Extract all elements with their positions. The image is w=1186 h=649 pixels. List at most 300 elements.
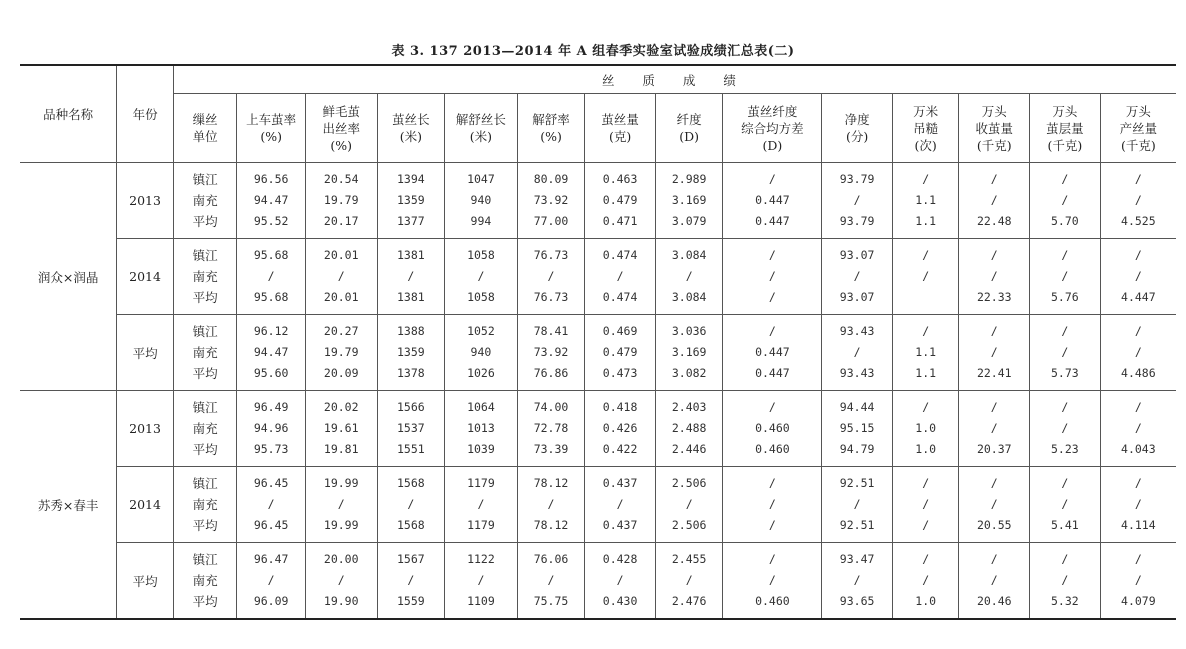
cell-value: / bbox=[407, 497, 415, 511]
value-cell bbox=[822, 391, 893, 467]
cell-value: 1567 bbox=[396, 552, 425, 566]
cell-value: 0.447 bbox=[755, 366, 790, 380]
cell-value: 南充 bbox=[192, 345, 218, 360]
cell-value: / bbox=[990, 324, 998, 338]
cell-value: 1058 bbox=[467, 248, 495, 262]
column-header-line: (米) bbox=[469, 129, 493, 144]
cell-value: 93.65 bbox=[839, 594, 875, 608]
cell-value: / bbox=[407, 269, 415, 283]
cell-value: 96.49 bbox=[253, 400, 289, 414]
value-cell bbox=[892, 391, 959, 467]
cell-value: / bbox=[990, 248, 998, 262]
cell-value: / bbox=[990, 172, 998, 186]
column-header-line: 茧丝长 bbox=[392, 112, 430, 127]
value-cell bbox=[585, 467, 656, 543]
unit-cell bbox=[173, 163, 237, 239]
cell-value: / bbox=[407, 573, 415, 587]
value-cell bbox=[723, 239, 822, 315]
cell-value: / bbox=[1134, 421, 1142, 435]
cell-value: 南充 bbox=[192, 573, 218, 588]
cell-value: 20.17 bbox=[323, 214, 359, 228]
value-cell bbox=[822, 543, 893, 620]
cell-value: 1122 bbox=[467, 552, 495, 566]
cell-value: 1026 bbox=[467, 366, 495, 380]
cell-value: / bbox=[547, 573, 555, 587]
value-cell bbox=[585, 239, 656, 315]
cell-value: 96.45 bbox=[253, 518, 289, 532]
cell-value: / bbox=[337, 269, 345, 283]
value-cell bbox=[377, 467, 445, 543]
cell-value: 2.403 bbox=[671, 400, 707, 414]
cell-value: / bbox=[768, 476, 776, 490]
column-header bbox=[1100, 94, 1176, 163]
value-cell bbox=[445, 391, 518, 467]
value-cell bbox=[959, 391, 1030, 467]
cell-value: 19.90 bbox=[323, 594, 359, 608]
cell-value: / bbox=[1061, 400, 1069, 414]
cell-value: 1381 bbox=[396, 248, 425, 262]
cell-value: 1377 bbox=[396, 214, 425, 228]
value-cell bbox=[1100, 239, 1176, 315]
cell-value: 3.082 bbox=[671, 366, 707, 380]
cell-value: 0.460 bbox=[755, 442, 790, 456]
value-cell bbox=[305, 467, 377, 543]
cell-value: 镇江 bbox=[192, 552, 218, 567]
value-cell bbox=[305, 315, 377, 391]
cell-value: 0.447 bbox=[755, 214, 790, 228]
column-header-line: 产丝量 bbox=[1119, 120, 1158, 136]
value-cell bbox=[1100, 391, 1176, 467]
cell-value: 0.447 bbox=[755, 193, 790, 207]
year-cell: 2014 bbox=[117, 467, 173, 543]
cell-value: 20.54 bbox=[323, 172, 359, 186]
cell-value: / bbox=[1134, 248, 1142, 262]
column-header-line: (D) bbox=[762, 137, 783, 153]
cell-value: / bbox=[990, 421, 998, 435]
cell-value: / bbox=[1061, 476, 1069, 490]
cell-value: 镇江 bbox=[192, 324, 218, 339]
value-cell bbox=[517, 391, 585, 467]
cell-value: 2.989 bbox=[671, 172, 707, 186]
cell-value: / bbox=[685, 497, 693, 511]
cell-value: 平均 bbox=[192, 518, 218, 533]
cell-value: 73.92 bbox=[533, 193, 569, 207]
cell-value: 940 bbox=[470, 193, 492, 207]
column-header bbox=[822, 94, 893, 163]
cell-value: 78.41 bbox=[533, 324, 569, 338]
cell-value: 76.73 bbox=[533, 248, 569, 262]
cell-value: / bbox=[337, 573, 345, 587]
cell-value: 南充 bbox=[192, 421, 218, 436]
cell-value: / bbox=[990, 400, 998, 414]
column-header-line: 纤度 bbox=[676, 112, 702, 127]
column-header-line: (D) bbox=[679, 129, 700, 144]
column-header bbox=[892, 94, 959, 163]
silk-quality-header: 丝 质 成 绩 bbox=[173, 65, 1176, 94]
cell-value: 0.447 bbox=[755, 345, 790, 359]
results-table bbox=[20, 64, 1176, 620]
cell-value: / bbox=[768, 290, 776, 304]
year-cell: 2014 bbox=[117, 239, 173, 315]
value-cell bbox=[655, 163, 723, 239]
cell-value: 1064 bbox=[467, 400, 495, 414]
cell-value: 5.73 bbox=[1051, 366, 1079, 380]
cell-value: 22.41 bbox=[976, 366, 1012, 380]
table-row bbox=[20, 391, 1176, 467]
cell-value: 1359 bbox=[396, 345, 425, 359]
year-cell: 平均 bbox=[117, 315, 173, 391]
cell-value: 0.460 bbox=[755, 594, 790, 608]
cell-value: 94.47 bbox=[253, 345, 289, 359]
cell-value: 南充 bbox=[192, 497, 218, 512]
cell-value: 93.79 bbox=[839, 214, 875, 228]
cell-value: 1559 bbox=[396, 594, 425, 608]
cell-value: / bbox=[990, 476, 998, 490]
cell-value: 76.73 bbox=[533, 290, 569, 304]
unit-cell bbox=[173, 467, 237, 543]
cell-value: 19.81 bbox=[323, 442, 359, 456]
cell-value: / bbox=[768, 172, 776, 186]
cell-value: 5.32 bbox=[1051, 594, 1079, 608]
cell-value: / bbox=[1061, 497, 1069, 511]
unit-cell bbox=[173, 239, 237, 315]
column-header-line: (%) bbox=[540, 129, 562, 144]
cell-value: 3.084 bbox=[671, 248, 707, 262]
cell-value: 1179 bbox=[467, 518, 495, 532]
cell-value: 994 bbox=[470, 214, 492, 228]
cell-value: 76.86 bbox=[533, 366, 569, 380]
cell-value: / bbox=[616, 573, 624, 587]
value-cell bbox=[723, 315, 822, 391]
cell-value: / bbox=[267, 573, 275, 587]
value-cell bbox=[585, 163, 656, 239]
cell-value: 96.56 bbox=[253, 172, 289, 186]
value-cell bbox=[237, 543, 306, 620]
value-cell bbox=[1030, 239, 1101, 315]
cell-value: 2.506 bbox=[671, 476, 707, 490]
cell-value: / bbox=[616, 497, 624, 511]
column-header-line: 万头 bbox=[981, 103, 1007, 119]
cell-value: 93.43 bbox=[839, 366, 875, 380]
value-cell bbox=[517, 315, 585, 391]
cell-value: / bbox=[547, 269, 555, 283]
cell-value: 0.428 bbox=[602, 552, 638, 566]
cell-value: / bbox=[685, 269, 693, 283]
cell-value: 76.06 bbox=[533, 552, 569, 566]
cell-value: 0.463 bbox=[602, 172, 638, 186]
value-cell bbox=[237, 391, 306, 467]
value-cell bbox=[585, 315, 656, 391]
column-header bbox=[585, 94, 656, 163]
value-cell bbox=[723, 391, 822, 467]
value-cell bbox=[237, 239, 306, 315]
cell-value: 1047 bbox=[467, 172, 495, 186]
column-header-line: 茧层量 bbox=[1046, 120, 1084, 136]
cell-value: 78.12 bbox=[533, 476, 569, 490]
cell-value: 93.79 bbox=[839, 172, 875, 186]
value-cell bbox=[892, 543, 959, 620]
value-cell bbox=[655, 543, 723, 620]
value-cell bbox=[959, 543, 1030, 620]
value-cell bbox=[305, 391, 377, 467]
cell-value: 3.036 bbox=[671, 324, 707, 338]
cell-value: 1052 bbox=[467, 324, 495, 338]
column-header-line: 单位 bbox=[192, 129, 218, 144]
table-row bbox=[20, 163, 1176, 239]
header-row-2 bbox=[20, 94, 1176, 163]
cell-value: 1359 bbox=[396, 193, 425, 207]
value-cell bbox=[822, 163, 893, 239]
cell-value: 92.51 bbox=[839, 518, 875, 532]
column-header bbox=[959, 94, 1030, 163]
cell-value: 94.96 bbox=[253, 421, 289, 435]
cell-value: 1.1 bbox=[915, 366, 937, 380]
cell-value: / bbox=[768, 573, 776, 587]
cell-value: / bbox=[1134, 345, 1142, 359]
cell-value: 2.488 bbox=[671, 421, 707, 435]
cell-value: 1.0 bbox=[915, 594, 937, 608]
cell-value: 南充 bbox=[192, 269, 218, 284]
cell-value: 1537 bbox=[396, 421, 425, 435]
cell-value: / bbox=[616, 269, 624, 283]
cell-value: 平均 bbox=[192, 214, 218, 229]
cell-value: / bbox=[1134, 497, 1142, 511]
cell-value: 3.169 bbox=[671, 345, 707, 359]
value-cell bbox=[959, 239, 1030, 315]
cell-value: 0.479 bbox=[602, 193, 638, 207]
cell-value: 5.76 bbox=[1051, 290, 1079, 304]
unit-cell bbox=[173, 315, 237, 391]
value-cell bbox=[517, 467, 585, 543]
cell-value: 0.460 bbox=[755, 421, 790, 435]
cell-value: 0.430 bbox=[602, 594, 638, 608]
cell-value: / bbox=[990, 573, 998, 587]
cell-value: / bbox=[768, 248, 776, 262]
cell-value: 0.471 bbox=[602, 214, 638, 228]
cell-value: / bbox=[990, 497, 998, 511]
cell-value: 96.09 bbox=[253, 594, 289, 608]
column-header-line: 茧丝量 bbox=[601, 112, 639, 127]
value-cell bbox=[892, 163, 959, 239]
cell-value: 20.01 bbox=[323, 290, 359, 304]
cell-value: 20.00 bbox=[323, 552, 359, 566]
column-header-line: 万头 bbox=[1052, 103, 1078, 119]
cell-value: 73.39 bbox=[533, 442, 569, 456]
cell-value: 20.37 bbox=[976, 442, 1012, 456]
cell-value: 3.084 bbox=[671, 290, 707, 304]
column-header-line: 鲜毛茧 bbox=[322, 103, 360, 119]
value-cell bbox=[585, 391, 656, 467]
cell-value: / bbox=[853, 573, 861, 587]
cell-value: / bbox=[922, 172, 930, 186]
cell-value: 19.99 bbox=[323, 476, 359, 490]
value-cell bbox=[1030, 163, 1101, 239]
cell-value: / bbox=[853, 497, 861, 511]
value-cell bbox=[445, 239, 518, 315]
cell-value: 20.09 bbox=[323, 366, 359, 380]
cell-value: / bbox=[1134, 193, 1142, 207]
column-header-line: (%) bbox=[260, 129, 282, 144]
value-cell bbox=[655, 239, 723, 315]
value-cell bbox=[822, 315, 893, 391]
cell-value: 1378 bbox=[396, 366, 425, 380]
cell-value: 4.486 bbox=[1121, 366, 1156, 380]
cell-value: 镇江 bbox=[192, 476, 218, 491]
cell-value: / bbox=[267, 269, 275, 283]
year-cell: 2013 bbox=[117, 163, 173, 239]
column-header-line: (克) bbox=[608, 129, 632, 144]
cell-value: 1568 bbox=[396, 518, 425, 532]
column-header-line: (%) bbox=[330, 137, 353, 153]
cell-value: 0.469 bbox=[602, 324, 638, 338]
cell-value: 平均 bbox=[192, 442, 218, 457]
value-cell bbox=[959, 467, 1030, 543]
cell-value: / bbox=[267, 497, 275, 511]
cell-value: 20.55 bbox=[976, 518, 1012, 532]
cell-value: 19.79 bbox=[323, 193, 359, 207]
cell-value: / bbox=[922, 324, 930, 338]
column-header-line: 解舒率 bbox=[532, 112, 570, 127]
cell-value: 0.437 bbox=[602, 476, 638, 490]
cell-value: / bbox=[922, 269, 930, 283]
cell-value: 93.07 bbox=[839, 290, 875, 304]
variety-header: 品种名称 bbox=[20, 65, 117, 163]
cell-value: / bbox=[990, 269, 998, 283]
cell-value: 平均 bbox=[192, 366, 218, 381]
cell-value: 1566 bbox=[396, 400, 425, 414]
column-header-line: 茧丝纤度 bbox=[747, 103, 798, 119]
cell-value: / bbox=[1061, 324, 1069, 338]
column-header-line: 收茧量 bbox=[975, 120, 1014, 136]
cell-value: / bbox=[477, 497, 485, 511]
cell-value: 5.70 bbox=[1051, 214, 1079, 228]
column-header bbox=[237, 94, 306, 163]
cell-value: 19.79 bbox=[323, 345, 359, 359]
cell-value: 20.01 bbox=[323, 248, 359, 262]
cell-value: 4.114 bbox=[1121, 518, 1156, 532]
value-cell bbox=[1030, 315, 1101, 391]
value-cell bbox=[655, 391, 723, 467]
year-cell: 2013 bbox=[117, 391, 173, 467]
cell-value: 95.15 bbox=[839, 421, 875, 435]
cell-value: 4.447 bbox=[1121, 290, 1156, 304]
cell-value: 1013 bbox=[467, 421, 495, 435]
cell-value: 1381 bbox=[396, 290, 425, 304]
column-header-line: (千克) bbox=[1047, 137, 1083, 153]
value-cell bbox=[377, 391, 445, 467]
cell-value: 4.525 bbox=[1121, 214, 1156, 228]
cell-value: / bbox=[768, 324, 776, 338]
cell-value: 95.52 bbox=[253, 214, 289, 228]
value-cell bbox=[1030, 391, 1101, 467]
cell-value: 0.418 bbox=[602, 400, 638, 414]
cell-value: 72.78 bbox=[533, 421, 569, 435]
cell-value: 94.47 bbox=[253, 193, 289, 207]
cell-value: / bbox=[853, 193, 861, 207]
value-cell bbox=[377, 239, 445, 315]
cell-value: 0.426 bbox=[602, 421, 638, 435]
cell-value: 78.12 bbox=[533, 518, 569, 532]
cell-value: / bbox=[990, 552, 998, 566]
cell-value: 93.07 bbox=[839, 248, 875, 262]
cell-value: 1568 bbox=[396, 476, 425, 490]
value-cell bbox=[1100, 467, 1176, 543]
table-row bbox=[20, 543, 1176, 620]
cell-value: 95.60 bbox=[253, 366, 289, 380]
column-header bbox=[723, 94, 822, 163]
cell-value: 5.23 bbox=[1051, 442, 1079, 456]
cell-value: 0.473 bbox=[602, 366, 638, 380]
column-header-line: 万头 bbox=[1125, 103, 1151, 119]
cell-value: 19.99 bbox=[323, 518, 359, 532]
column-header-line: 上车茧率 bbox=[246, 112, 297, 127]
value-cell bbox=[723, 163, 822, 239]
value-cell bbox=[377, 543, 445, 620]
cell-value: 1.0 bbox=[915, 442, 937, 456]
cell-value: 73.92 bbox=[533, 345, 569, 359]
cell-value: / bbox=[1061, 345, 1069, 359]
value-cell bbox=[822, 239, 893, 315]
cell-value: / bbox=[922, 248, 930, 262]
cell-value: 80.09 bbox=[533, 172, 569, 186]
cell-value: / bbox=[1134, 476, 1142, 490]
value-cell bbox=[517, 543, 585, 620]
column-header-line: (次) bbox=[914, 137, 937, 153]
cell-value: / bbox=[922, 400, 930, 414]
unit-cell bbox=[173, 543, 237, 620]
cell-value: 镇江 bbox=[192, 400, 218, 415]
cell-value: 镇江 bbox=[192, 248, 218, 263]
cell-value: 镇江 bbox=[192, 172, 218, 187]
cell-value: / bbox=[768, 497, 776, 511]
value-cell bbox=[1030, 543, 1101, 620]
column-header-line: 缫丝 bbox=[192, 112, 218, 127]
cell-value: / bbox=[1061, 421, 1069, 435]
header-row-1 bbox=[20, 65, 1176, 94]
column-header-line: 万米 bbox=[913, 103, 939, 119]
cell-value: 92.51 bbox=[839, 476, 875, 490]
cell-value: 4.079 bbox=[1121, 594, 1156, 608]
column-header bbox=[517, 94, 585, 163]
value-cell bbox=[892, 467, 959, 543]
cell-value: 96.12 bbox=[253, 324, 289, 338]
value-cell bbox=[1100, 315, 1176, 391]
cell-value: 77.00 bbox=[533, 214, 569, 228]
value-cell bbox=[517, 163, 585, 239]
cell-value: 93.47 bbox=[839, 552, 875, 566]
table-row bbox=[20, 315, 1176, 391]
cell-value: 94.44 bbox=[839, 400, 875, 414]
cell-value: 1179 bbox=[467, 476, 495, 490]
cell-value: 1058 bbox=[467, 290, 495, 304]
cell-value: / bbox=[922, 552, 930, 566]
cell-value: 1109 bbox=[467, 594, 495, 608]
cell-value: / bbox=[853, 345, 861, 359]
value-cell bbox=[517, 239, 585, 315]
value-cell bbox=[305, 543, 377, 620]
cell-value: 19.61 bbox=[323, 421, 359, 435]
value-cell bbox=[655, 315, 723, 391]
cell-value: / bbox=[1061, 193, 1069, 207]
cell-value: 940 bbox=[470, 345, 492, 359]
cell-value: 96.47 bbox=[253, 552, 289, 566]
value-cell bbox=[305, 163, 377, 239]
cell-value: 74.00 bbox=[533, 400, 569, 414]
cell-value: / bbox=[922, 573, 930, 587]
value-cell bbox=[445, 163, 518, 239]
cell-value: 95.68 bbox=[253, 290, 289, 304]
variety-name: 润众×润晶 bbox=[20, 163, 117, 391]
